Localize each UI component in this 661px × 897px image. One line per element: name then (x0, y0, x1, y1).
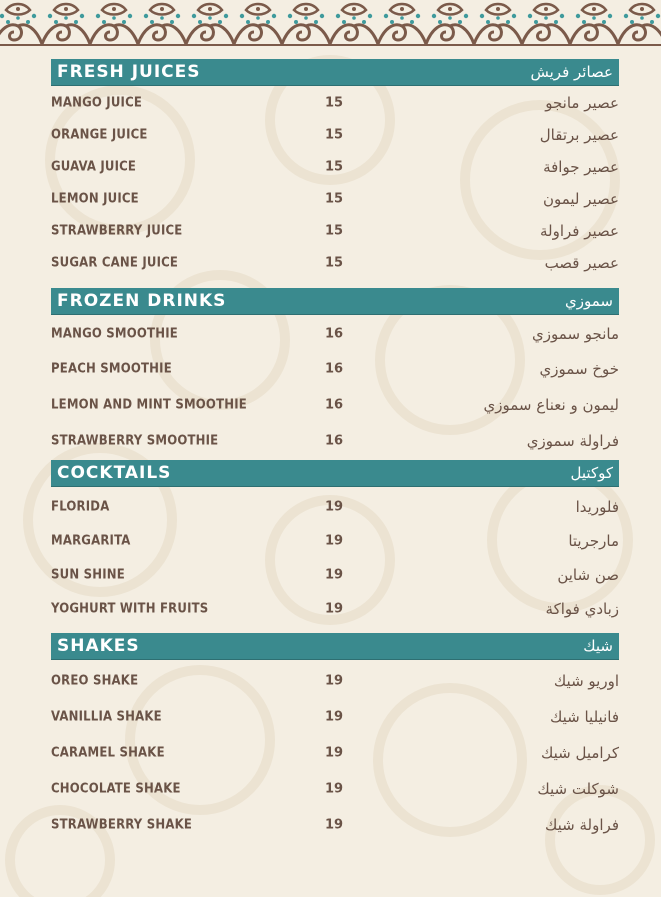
menu-item (51, 423, 619, 459)
item-name: YOGHURT WITH FRUITS (51, 601, 209, 617)
menu-item (51, 592, 619, 626)
menu-item (51, 699, 619, 735)
item-name: ORANGE JUICE (51, 127, 148, 143)
section-title-ar: شيك (583, 637, 613, 655)
item-price: 19 (325, 817, 344, 833)
item-name-arabic: شوكلت شيك (537, 780, 619, 798)
item-name-arabic: ليمون و نعناع سموزي (483, 396, 619, 414)
item-price: 16 (325, 361, 344, 377)
item-name-arabic: اوريو شيك (553, 672, 619, 690)
item-price: 19 (325, 745, 344, 761)
item-name: MANGO JUICE (51, 95, 143, 111)
section-header (51, 633, 619, 659)
menu-item (51, 771, 619, 807)
menu-item (51, 387, 619, 423)
ornamental-top-border (0, 0, 661, 50)
item-price: 19 (325, 533, 344, 549)
section-fresh-juices (51, 59, 619, 279)
item-name-arabic: خوخ سموزي (539, 360, 619, 378)
menu-item (51, 183, 619, 215)
item-name-arabic: مانجو سموزي (532, 324, 619, 343)
item-name: CARAMEL SHAKE (51, 745, 165, 761)
item-name-arabic: فلوريدا (575, 498, 619, 516)
section-title-en: SHAKES (57, 636, 140, 656)
item-name: LEMON JUICE (51, 191, 139, 207)
item-name: OREO SHAKE (51, 673, 139, 689)
item-name-arabic: عصير فراولة (540, 222, 619, 240)
item-name-arabic: عصير جوافة (543, 158, 619, 176)
item-name: SUN SHINE (51, 567, 125, 583)
menu-item (51, 807, 619, 843)
section-title-ar: عصائر فريش (530, 63, 613, 81)
section-frozen-drinks (51, 288, 619, 459)
menu-item (51, 87, 619, 119)
section-title-en: FRESH JUICES (57, 62, 201, 82)
item-name-arabic: عصير قصب (544, 254, 619, 272)
menu-item (51, 316, 619, 351)
menu-item (51, 524, 619, 558)
menu-item (51, 119, 619, 151)
item-price: 15 (325, 127, 344, 143)
item-name-arabic: فانيليا شيك (549, 708, 619, 726)
item-name: STRAWBERRY JUICE (51, 223, 183, 239)
item-name-arabic: عصير مانجو (545, 94, 619, 112)
item-name: VANILLIA SHAKE (51, 709, 162, 725)
item-price: 19 (325, 781, 344, 797)
item-name-arabic: عصير ليمون (542, 190, 619, 208)
item-name-arabic: عصير برتقال (539, 126, 619, 144)
menu-item (51, 558, 619, 592)
item-name-arabic: كراميل شيك (540, 744, 619, 762)
item-name-arabic: زبادي فواكة (545, 600, 619, 618)
menu-item (51, 151, 619, 183)
menu-item (51, 215, 619, 247)
section-title-en: FROZEN DRINKS (57, 291, 227, 311)
item-name: GUAVA JUICE (51, 159, 137, 175)
item-name: SUGAR CANE JUICE (51, 255, 179, 271)
section-title-en: COCKTAILS (57, 463, 172, 483)
section-title-ar: كوكتيل (570, 464, 613, 482)
item-price: 16 (325, 433, 344, 449)
item-price: 15 (325, 159, 344, 175)
item-name-arabic: صن شاين (557, 566, 619, 584)
item-price: 16 (325, 397, 344, 413)
item-name-arabic: مارجريتا (568, 532, 619, 550)
section-header (51, 288, 619, 314)
item-price: 15 (325, 255, 344, 271)
item-price: 19 (325, 499, 344, 515)
menu-item (51, 490, 619, 524)
menu-item (51, 351, 619, 387)
menu-item (51, 247, 619, 279)
item-price: 19 (325, 601, 344, 617)
section-header (51, 460, 619, 486)
item-price: 16 (325, 326, 344, 341)
item-name: CHOCOLATE SHAKE (51, 781, 181, 797)
section-cocktails (51, 460, 619, 626)
item-name-arabic: فراولة شيك (545, 816, 619, 834)
item-name: MARGARITA (51, 533, 131, 549)
item-price: 19 (325, 709, 344, 725)
item-name: MANGO SMOOTHIE (51, 326, 178, 341)
section-header (51, 59, 619, 85)
item-name: PEACH SMOOTHIE (51, 361, 172, 377)
item-name: STRAWBERRY SMOOTHIE (51, 433, 219, 449)
item-price: 15 (325, 191, 344, 207)
section-title-ar: سموزي (565, 292, 613, 310)
menu-item (51, 663, 619, 699)
menu-item (51, 735, 619, 771)
item-price: 15 (325, 95, 344, 111)
item-price: 15 (325, 223, 344, 239)
item-name: LEMON AND MINT SMOOTHIE (51, 397, 247, 413)
section-shakes (51, 633, 619, 843)
item-price: 19 (325, 673, 344, 689)
item-price: 19 (325, 567, 344, 583)
item-name: FLORIDA (51, 499, 110, 515)
item-name-arabic: فراولة سموزي (526, 432, 619, 450)
item-name: STRAWBERRY SHAKE (51, 817, 193, 833)
